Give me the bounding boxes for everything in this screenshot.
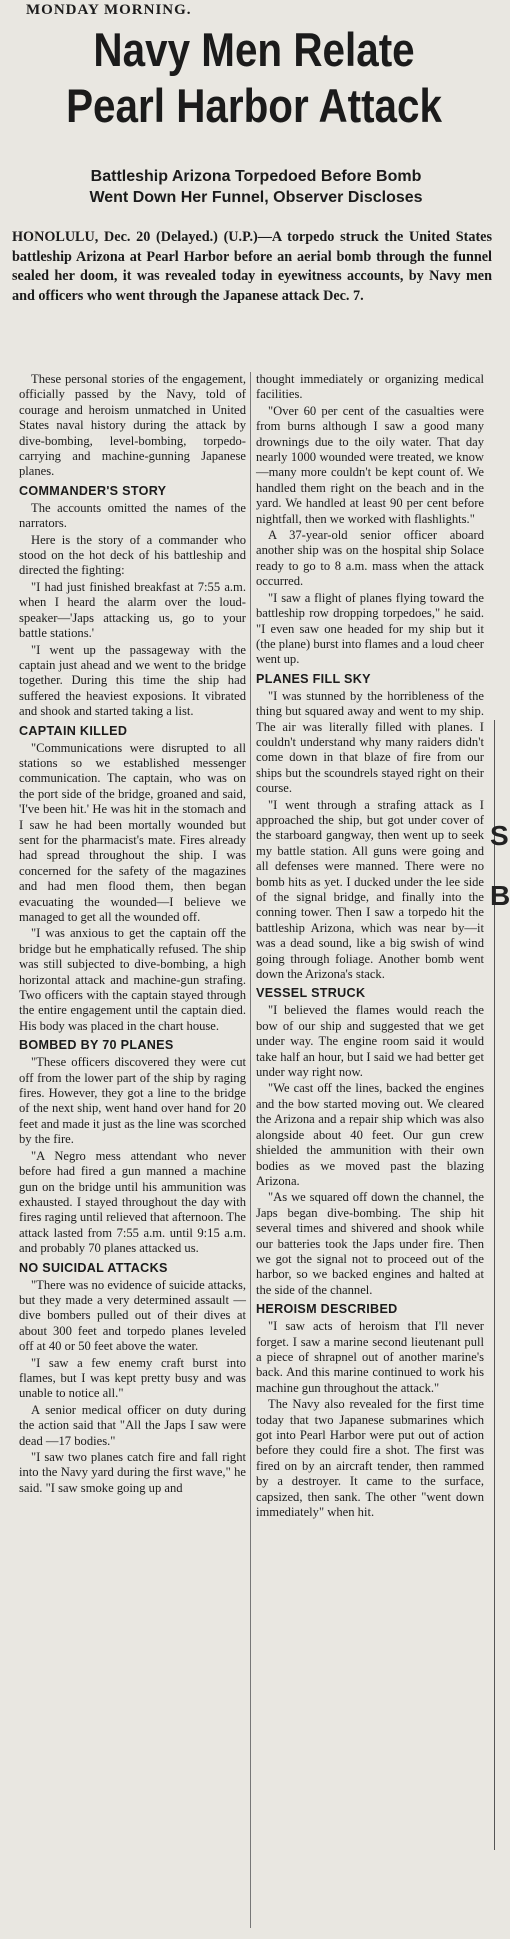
article-paragraph: "Over 60 per cent of the casualties were from burns although I saw a good many drownings due to the oily water. That day nearly 1000 wounded were treated, we know—many more couldn't be kept count of. We handled them right on the beach and in the yard. We handled at least 90 per cent before nightfall, then we worked with flashlights." [256,403,484,526]
section-subhead: COMMANDER'S STORY [19,483,167,498]
article-paragraph: "There was no evidence of suicide attacks, but they made a very determined assault — dive bombers pulled out of their dives at about 300 feet and torpedo planes leveled off at 40 or 50 feet above the water. [19,1277,246,1354]
article-paragraph: Here is the story of a commander who stood on the hot deck of his battleship and directed the fighting: [19,532,246,578]
section-subhead: VESSEL STRUCK [256,986,366,1001]
article-paragraph: "We cast off the lines, backed the engines and the bow started moving out. We cleared the Arizona and a repair ship which was also alongside about 40 feet. Our gun crew shielded the ammunition with their own bodies as we moved past the blazing Arizona. [256,1081,484,1188]
article-paragraph: "These officers discovered they were cut off from the lower part of the ship by raging fires. However, they got a line to the bridge of the next ship, went hand over hand for 20 feet and made it just as the line was scorched by the fire. [19,1055,246,1147]
headline [24,22,484,134]
headline-line-2: Pearl Harbor Attack [66,79,443,132]
section-subhead: PLANES FILL SKY [256,671,371,686]
article-paragraph: The Navy also revealed for the first time today that two Japanese submarines which got into Pearl Harbor were put out of action before they could fire a shot. The first was fired on by an aircraft tender, then rammed by a destroyer. It came to the surface, capsized, then sank. The other "went down immediately" when hit. [256,1397,484,1520]
article-paragraph: thought immediately or organizing medical facilities. [256,372,484,402]
article-paragraph: "I believed the flames would reach the bow of our ship and suggested that we get under way. The engine room said it would take half an hour, but I said we had better get under way right now. [256,1003,484,1080]
article-paragraph: A senior medical officer on duty during the action said that "All the Japs I saw were dead —17 bodies." [19,1402,246,1448]
adjacent-article-letter-1: S [490,820,509,851]
article-paragraph: "I saw a flight of planes flying toward the battleship row dropping torpedoes," he said. "I even saw one headed for my ship but it (the plane) burst into flames and a loud cheer went up. [256,590,485,667]
article-paragraph: These personal stories of the engagement, officially passed by the Navy, told of courage and heroism unmatched in United States naval history during the attack by dive-bombing, level-bombing, torpedo-carrying and machine-gunning Japanese planes. [19,372,246,479]
headline-line-1: Navy Men Relate [93,23,415,76]
article-paragraph: "I went up the passageway with the captain just ahead and we went to the bridge together. During this time the ship had suffered the heaviest exposions. It vibrated and shook and started taking a list. [19,642,246,719]
article-paragraph: "As we squared off down the channel, the Japs began dive-bombing. The ship hit several times and shivered and shook while our batteries took the Japs under fire. Then we got the signal not to proceed out of the harbor, so we backed engines and halted at the side of the channel. [256,1190,484,1297]
article-paragraph: A 37-year-old senior officer aboard another ship was on the hospital ship Solace ready to go to 8 a.m. mass when the attack occurred. [256,528,484,589]
article-paragraph: The accounts omitted the names of the narrators. [19,500,246,531]
section-subhead: BOMBED BY 70 PLANES [19,1038,174,1053]
subhead-line-1: Battleship Arizona Torpedoed Before Bomb [90,168,422,185]
article-paragraph: "I was anxious to get the captain off the bridge but he emphatically refused. The ship was still subjected to dive-bombing, a high horizontal attack and machine-gun strafing. Two officers with the captain stayed through the entire engagement until the captain died. His body was placed in the chart house. [19,926,246,1033]
article-paragraph: "A Negro mess attendant who never before had fired a gun manned a machine gun on the bridge until his ammunition was exhausted. I stayed throughout the day with fires raging until relieved that afternoon. The attack lasted from 7:55 a.m. until 9:15 a.m. and probably 70 planes attacked us. [19,1148,246,1256]
article-paragraph: "I was stunned by the horribleness of the thing but squared away and went to my ship. The air was literally filled with planes. I couldn't understand why many raiders didn't come down in that blaze of fire from our ships but the scoundrels stayed right on their course. [256,688,484,796]
section-subhead: HEROISM DESCRIBED [256,1302,398,1317]
article-paragraph: "I saw acts of heroism that I'll never forget. I saw a marine second lieutenant pull a piece of shrapnel out of another marine's back. And this marine continued to work his machine gun throughout the attack." [256,1319,484,1395]
article-column-2 [256,372,484,1521]
article-paragraph: "Communications were disrupted to all stations so we established messenger communication. The captain, who was on the port side of the bridge, groaned and said, 'I've been hit.' He was hit in the stomach and I saw he had been mortally wounded but sent for the pharmacist's mate. Fires already had spread throughout the ship. I was concerned for the safety of the magazines and had men flood them, then began evacuating the wounded—I believe we managed to get all the wounded off. [19,740,246,924]
article-paragraph: "I had just finished breakfast at 7:55 a.m. when I heard the alarm over the loud-speaker—'Japs attacking us, go to your battle stations.' [19,579,246,641]
subheadline [46,166,466,208]
article-column-1 [19,372,246,1497]
adjacent-article-letter-2: B [490,880,510,911]
subhead-line-2: Went Down Her Funnel, Observer Discloses [89,189,423,206]
lead-paragraph: HONOLULU, Dec. 20 (Delayed.) (U.P.)—A torpedo struck the United States battleship Arizona at Pearl Harbor before an aerial bomb through the funnel sealed her doom, it was revealed today in eyewitness accounts, by Navy men and officers who went through the Japanese attack Dec. 7. [12,229,492,304]
section-subhead: CAPTAIN KILLED [19,723,128,738]
article-paragraph: "I saw two planes catch fire and fall right into the Navy yard during the first wave," he said. "I saw smoke going up and [19,1450,246,1495]
masthead-day: MONDAY MORNING. [26,2,192,18]
section-subhead: NO SUICIDAL ATTACKS [19,1260,168,1275]
article-paragraph: "I saw a few enemy craft burst into flames, but I was kept pretty busy and was unable to notice all." [19,1355,246,1401]
column-divider [250,372,251,1928]
article-paragraph: "I went through a strafing attack as I approached the ship, but got under cover of the starboard gangway, then went up to seek my battle station. All guns were going and all defenses were manned. There were no bomb hits as yet. I ducked under the lee side of the signal bridge, and finally into the conning tower. Then I saw a torpedo hit the battleship Arizona, which was near by—it was a dead sound, like a big swish of wind going through foliage. Another bomb went down the Arizona's stack. [256,797,484,982]
